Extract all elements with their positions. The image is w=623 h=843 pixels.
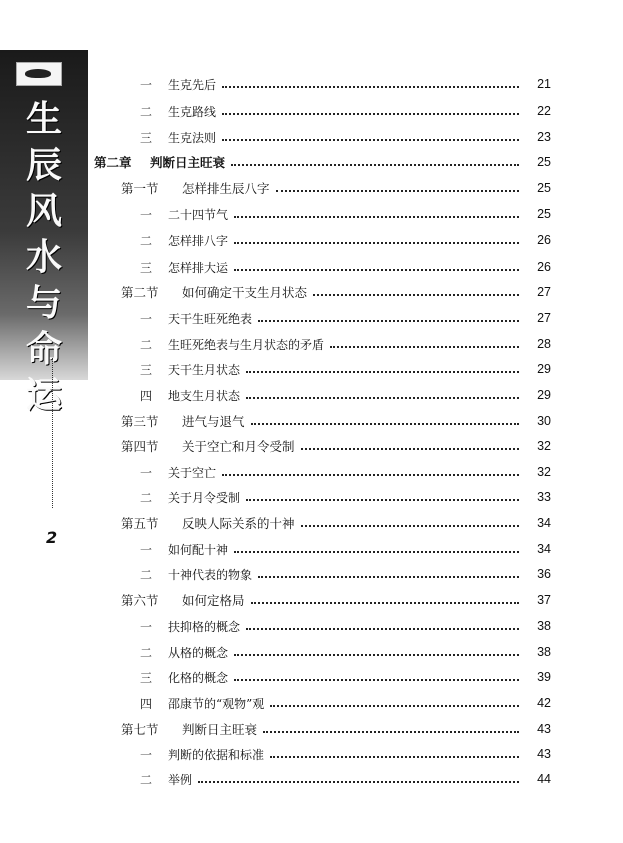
toc-entry-number: 一 bbox=[140, 77, 153, 92]
toc-entry bbox=[0, 538, 623, 560]
toc-entry bbox=[0, 100, 623, 122]
toc-entry-title: 生克路线 bbox=[168, 104, 217, 119]
toc-entry bbox=[0, 307, 623, 329]
toc-entry-number: 二 bbox=[140, 337, 153, 352]
toc-entry-number: 第二章 bbox=[94, 155, 132, 170]
toc-entry bbox=[0, 718, 623, 740]
toc-entry-title: 天干生月状态 bbox=[168, 362, 241, 377]
toc-entry-title: 怎样排大运 bbox=[168, 260, 229, 275]
toc-entry-title: 生克法则 bbox=[168, 130, 217, 145]
toc-entry-page: 28 bbox=[537, 337, 551, 351]
toc-entry-number: 四 bbox=[140, 388, 153, 403]
toc-entry-page: 26 bbox=[537, 233, 551, 247]
toc-entry-title: 判断日主旺衰 bbox=[150, 155, 226, 170]
leader-dots bbox=[313, 288, 519, 296]
toc-entry-page: 38 bbox=[537, 645, 551, 659]
toc-entry bbox=[0, 256, 623, 278]
toc-entry bbox=[0, 358, 623, 380]
leader-dots bbox=[246, 365, 519, 373]
toc-entry-number: 一 bbox=[140, 311, 153, 326]
toc-entry bbox=[0, 589, 623, 611]
leader-dots bbox=[234, 236, 519, 244]
toc-entry-number: 一 bbox=[140, 542, 153, 557]
toc-entry-number: 三 bbox=[140, 670, 153, 685]
toc-entry bbox=[0, 384, 623, 406]
book-title-char: 水 bbox=[25, 236, 62, 278]
toc-entry-number: 一 bbox=[140, 747, 153, 762]
leader-dots bbox=[301, 519, 519, 527]
book-title-char: 与 bbox=[25, 282, 62, 324]
toc-entry-page: 27 bbox=[537, 311, 551, 325]
toc-entry-title: 扶抑格的概念 bbox=[168, 619, 241, 634]
toc-entry-title: 天干生旺死绝表 bbox=[168, 311, 253, 326]
leader-dots bbox=[258, 314, 519, 322]
toc-entry-page: 29 bbox=[537, 388, 551, 402]
toc-entry-number: 二 bbox=[140, 645, 153, 660]
toc-entry-title: 关于空亡和月令受制 bbox=[182, 439, 295, 454]
toc-entry-title: 举例 bbox=[168, 772, 193, 787]
toc-entry bbox=[0, 229, 623, 251]
toc-entry-title: 地支生月状态 bbox=[168, 388, 241, 403]
toc-entry bbox=[0, 563, 623, 585]
toc-entry-page: 32 bbox=[537, 465, 551, 479]
toc-entry-title: 从格的概念 bbox=[168, 645, 229, 660]
toc-entry-title: 进气与退气 bbox=[182, 414, 245, 429]
toc-entry bbox=[0, 203, 623, 225]
toc-entry-page: 43 bbox=[537, 722, 551, 736]
toc-entry-title: 如何定格局 bbox=[182, 593, 245, 608]
toc-entry-number: 第七节 bbox=[121, 722, 159, 737]
toc-entry-page: 34 bbox=[537, 542, 551, 556]
toc-entry-title: 关于空亡 bbox=[168, 465, 217, 480]
toc-entry-number: 一 bbox=[140, 619, 153, 634]
toc-entry-number: 二 bbox=[140, 104, 153, 119]
toc-entry-title: 十神代表的物象 bbox=[168, 567, 253, 582]
toc-entry-page: 37 bbox=[537, 593, 551, 607]
leader-dots bbox=[270, 699, 519, 707]
toc-entry-number: 第一节 bbox=[121, 181, 159, 196]
toc-entry-number: 一 bbox=[140, 465, 153, 480]
leader-dots bbox=[231, 158, 519, 166]
toc-entry-page: 25 bbox=[537, 207, 551, 221]
toc-entry-page: 42 bbox=[537, 696, 551, 710]
toc-entry-number: 第五节 bbox=[121, 516, 159, 531]
toc-entry-number: 三 bbox=[140, 260, 153, 275]
toc-entry-number: 一 bbox=[140, 207, 153, 222]
toc-entry-title: 怎样排八字 bbox=[168, 233, 229, 248]
toc-entry-number: 第六节 bbox=[121, 593, 159, 608]
toc-entry bbox=[0, 461, 623, 483]
leader-dots bbox=[246, 391, 519, 399]
toc-entry-title: 判断日主旺衰 bbox=[182, 722, 258, 737]
toc-entry-page: 30 bbox=[537, 414, 551, 428]
toc-entry-title: 判断的依据和标准 bbox=[168, 747, 265, 762]
toc-entry-page: 43 bbox=[537, 747, 551, 761]
toc-entry-number: 二 bbox=[140, 490, 153, 505]
toc-entry-number: 第三节 bbox=[121, 414, 159, 429]
toc-entry-title: 二十四节气 bbox=[168, 207, 229, 222]
leader-dots bbox=[246, 622, 519, 630]
toc-entry-number: 第二节 bbox=[121, 285, 159, 300]
book-title-char: 生 bbox=[25, 98, 62, 140]
leader-dots bbox=[234, 545, 519, 553]
toc-entry-title: 怎样排生辰八字 bbox=[182, 181, 270, 196]
toc-entry-page: 23 bbox=[537, 130, 551, 144]
toc-entry bbox=[0, 666, 623, 688]
toc-entry-number: 二 bbox=[140, 772, 153, 787]
leader-dots bbox=[198, 775, 519, 783]
leader-dots bbox=[258, 570, 519, 578]
leader-dots bbox=[251, 596, 519, 604]
toc-entry-number: 二 bbox=[140, 233, 153, 248]
toc-entry bbox=[0, 333, 623, 355]
toc-entry-title: 如何配十神 bbox=[168, 542, 229, 557]
toc-entry-page: 21 bbox=[537, 77, 551, 91]
toc-entry-number: 三 bbox=[140, 362, 153, 377]
book-title-char: 运 bbox=[25, 374, 62, 416]
leader-dots bbox=[222, 80, 519, 88]
leader-dots bbox=[234, 648, 519, 656]
toc-entry-page: 25 bbox=[537, 181, 551, 195]
toc-entry bbox=[0, 692, 623, 714]
toc-entry-page: 25 bbox=[537, 155, 551, 169]
leader-dots bbox=[222, 107, 519, 115]
toc-entry-number: 三 bbox=[140, 130, 153, 145]
toc-entry-page: 32 bbox=[537, 439, 551, 453]
toc-entry bbox=[0, 126, 623, 148]
leader-dots bbox=[222, 133, 519, 141]
toc-entry-page: 22 bbox=[537, 104, 551, 118]
toc-entry-title: 如何确定干支生月状态 bbox=[182, 285, 308, 300]
toc-entry bbox=[0, 73, 623, 95]
leader-dots bbox=[263, 725, 519, 733]
toc-entry-page: 33 bbox=[537, 490, 551, 504]
toc-entry bbox=[0, 615, 623, 637]
toc-entry bbox=[0, 768, 623, 790]
book-title-char: 命 bbox=[25, 328, 62, 370]
toc-entry-title: 生克先后 bbox=[168, 77, 217, 92]
toc-entry-title: 化格的概念 bbox=[168, 670, 229, 685]
toc-entry-page: 34 bbox=[537, 516, 551, 530]
leader-dots bbox=[234, 210, 519, 218]
leader-dots bbox=[234, 263, 519, 271]
toc-entry bbox=[0, 512, 623, 534]
toc-entry-page: 29 bbox=[537, 362, 551, 376]
toc-entry bbox=[0, 435, 623, 457]
toc-entry-number: 第四节 bbox=[121, 439, 159, 454]
toc-entry-title: 关于月令受制 bbox=[168, 490, 241, 505]
toc-entry bbox=[0, 486, 623, 508]
toc-entry bbox=[0, 641, 623, 663]
toc-entry-page: 44 bbox=[537, 772, 551, 786]
toc-entry-number: 二 bbox=[140, 567, 153, 582]
leader-dots bbox=[270, 750, 519, 758]
toc-entry-page: 38 bbox=[537, 619, 551, 633]
page-number: 2 bbox=[46, 528, 58, 547]
book-title-char: 风 bbox=[25, 190, 62, 232]
toc-entry bbox=[0, 743, 623, 765]
toc-entry-title: 邵康节的“观物”观 bbox=[168, 696, 265, 711]
leader-dots bbox=[234, 673, 519, 681]
toc-entry bbox=[0, 177, 623, 199]
leader-dots bbox=[246, 493, 519, 501]
toc-entry bbox=[0, 151, 623, 173]
toc-entry bbox=[0, 410, 623, 432]
leader-dots bbox=[251, 417, 519, 425]
toc-entry-page: 27 bbox=[537, 285, 551, 299]
toc-entry-page: 39 bbox=[537, 670, 551, 684]
leader-dots bbox=[276, 184, 519, 192]
toc-entry-title: 生旺死绝表与生月状态的矛盾 bbox=[168, 337, 325, 352]
leader-dots bbox=[222, 468, 519, 476]
leader-dots bbox=[301, 442, 519, 450]
toc-entry-title: 反映人际关系的十神 bbox=[182, 516, 295, 531]
book-title-char: 辰 bbox=[25, 144, 62, 186]
toc-entry-number: 四 bbox=[140, 696, 153, 711]
toc-entry-page: 36 bbox=[537, 567, 551, 581]
leader-dots bbox=[330, 340, 519, 348]
toc-entry-page: 26 bbox=[537, 260, 551, 274]
toc-entry bbox=[0, 281, 623, 303]
